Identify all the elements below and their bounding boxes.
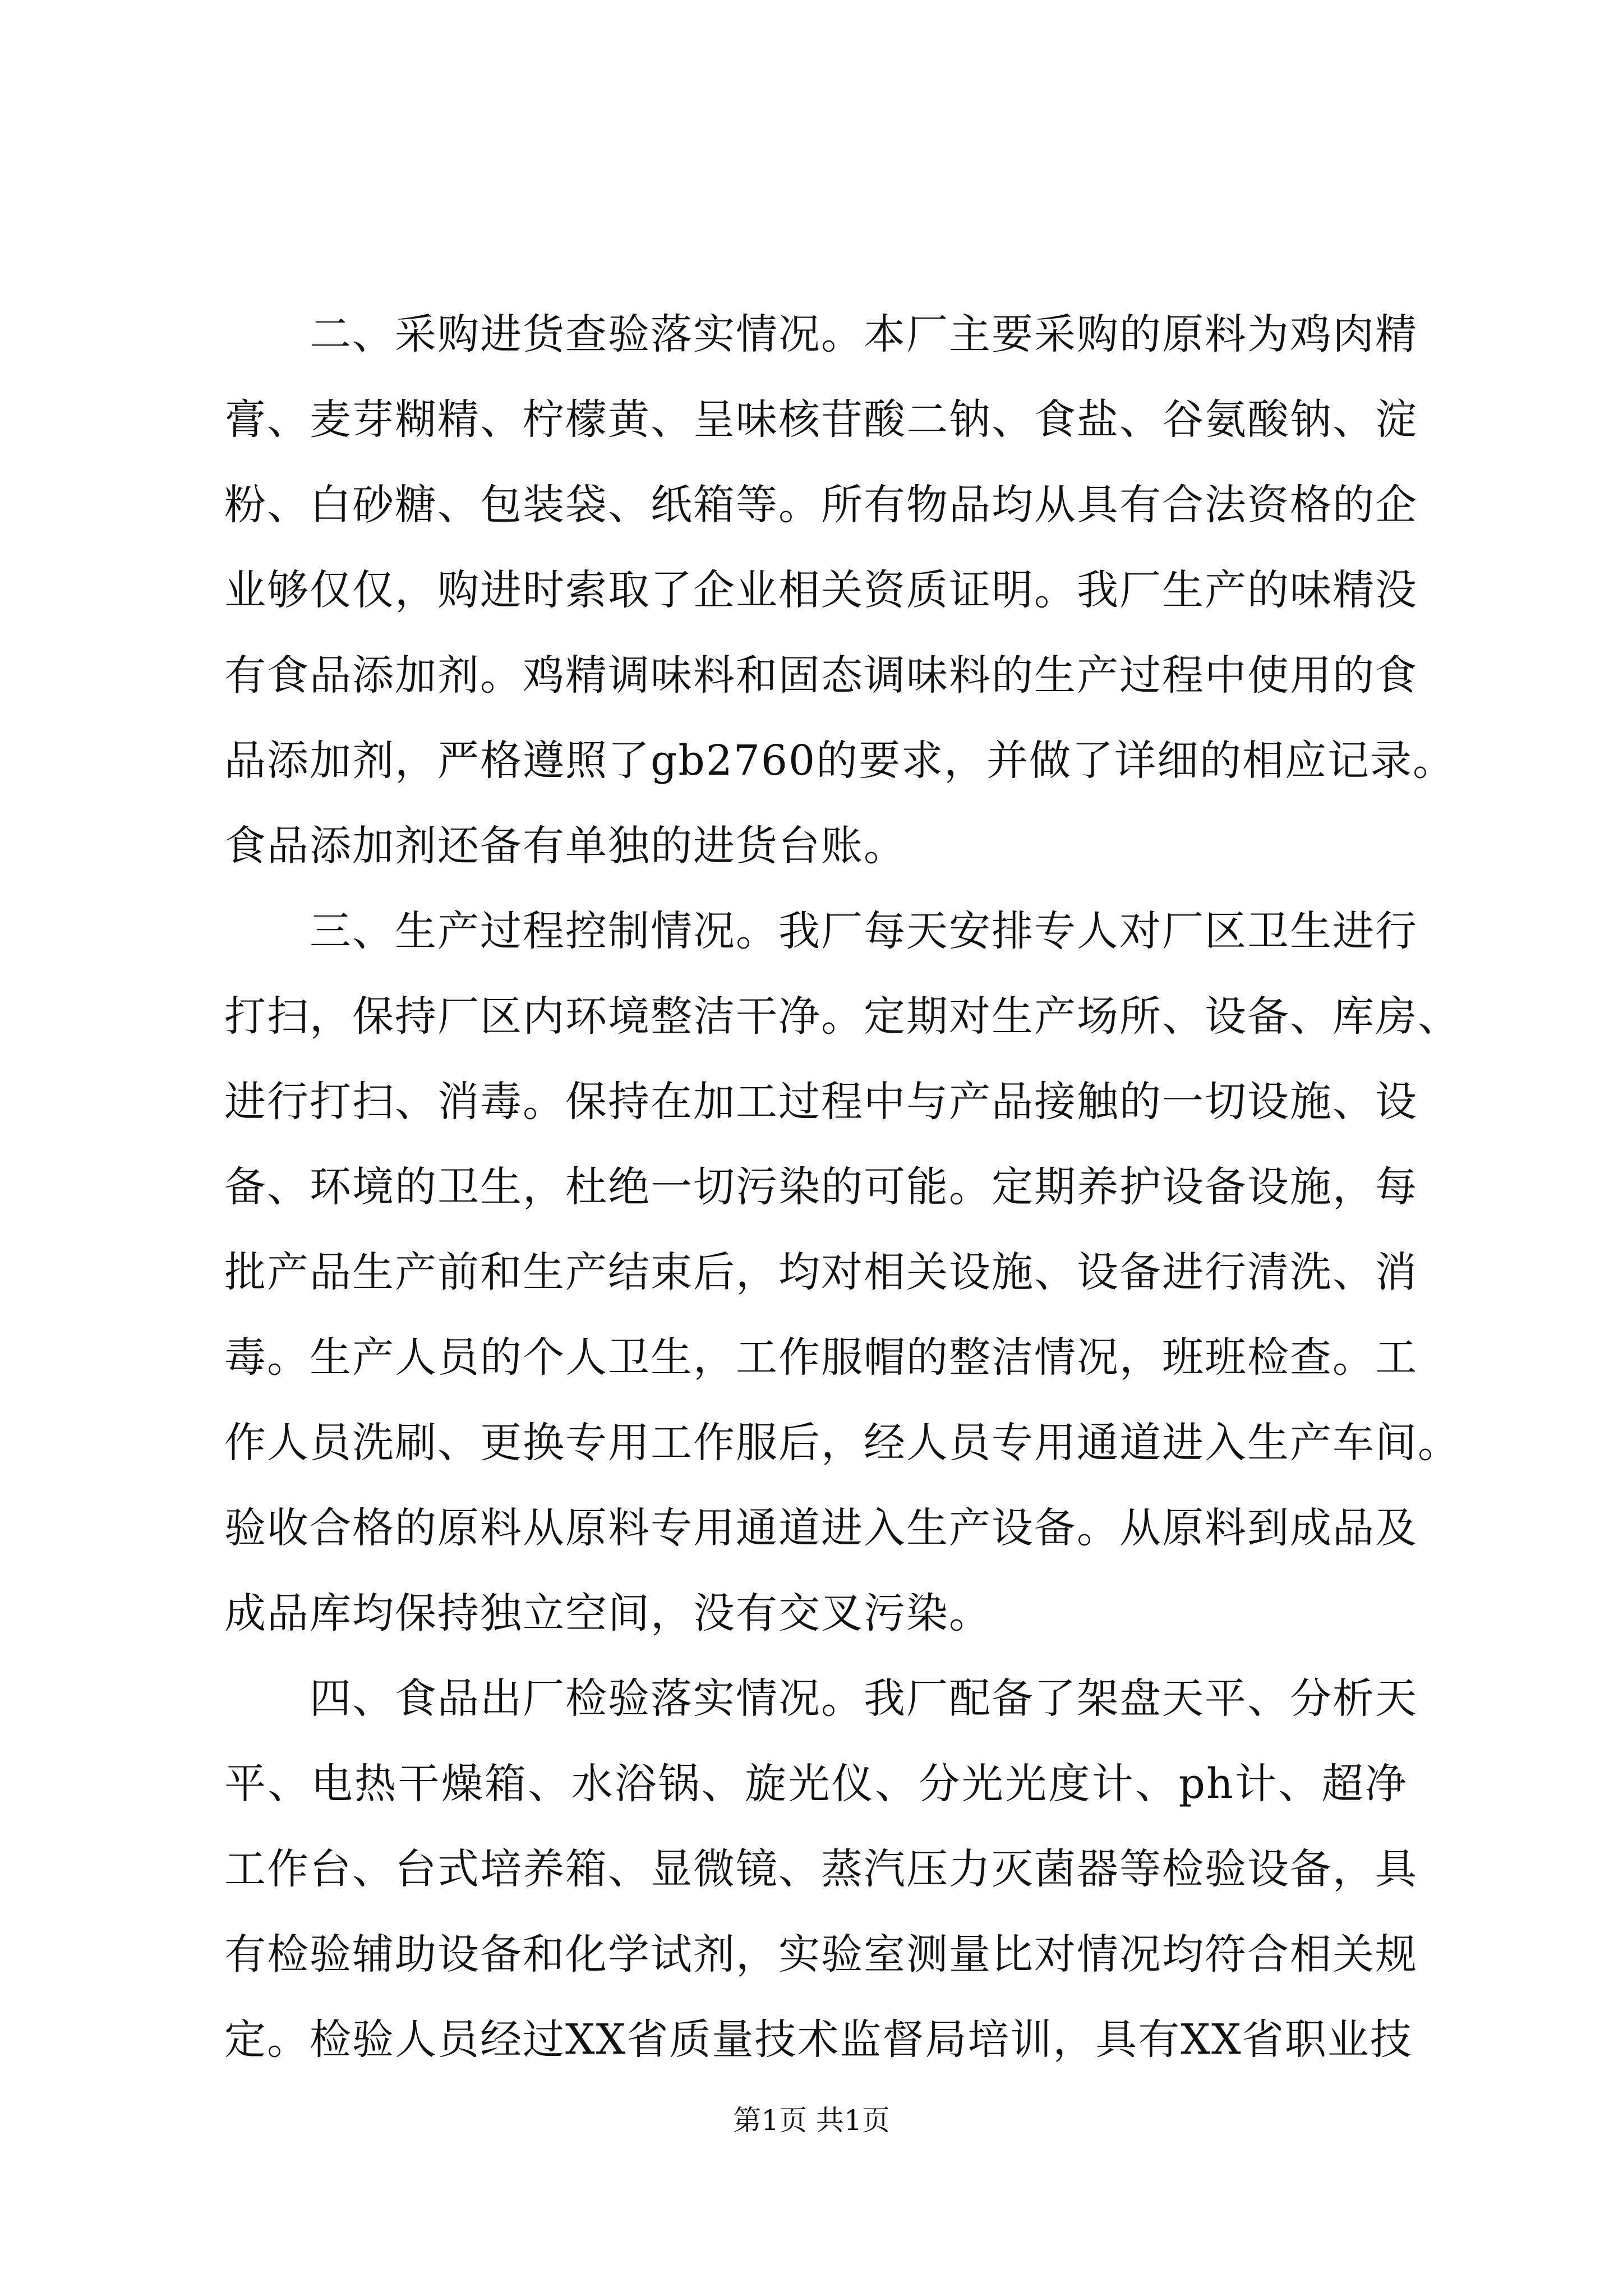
paragraph-line: 品添加剂，严格遵照了gb2760的要求，并做了详细的相应记录。 [224,737,1456,785]
paragraph-line: 定。检验人员经过XX省质量技术监督局培训，具有XX省职业技 [224,2016,1413,2064]
paragraph-line: 三、生产过程控制情况。我厂每天安排专人对厂区卫生进行 [310,907,1418,955]
page-number-footer: 第1页 共1页 [733,2104,890,2137]
paragraph-line: 二、采购进货查验落实情况。本厂主要采购的原料为鸡肉精 [310,310,1418,358]
paragraph-line: 进行打扫、消毒。保持在加工过程中与产品接触的一切设施、设 [224,1078,1418,1126]
paragraph-line: 食品添加剂还备有单独的进货台账。 [224,822,906,870]
paragraph-line: 作人员洗刷、更换专用工作服后，经人员专用通道进入生产车间。 [224,1419,1460,1467]
paragraph-line: 验收合格的原料从原料专用通道进入生产设备。从原料到成品及 [224,1504,1418,1552]
paragraph-line: 有食品添加剂。鸡精调味料和固态调味料的生产过程中使用的食 [224,651,1418,700]
paragraph-line: 业够仅仅，购进时索取了企业相关资质证明。我厂生产的味精没 [224,566,1418,614]
paragraph-line: 毒。生产人员的个人卫生，工作服帽的整洁情况，班班检查。工 [224,1333,1418,1382]
paragraph-line: 成品库均保持独立空间，没有交叉污染。 [224,1589,992,1637]
paragraph-line: 备、环境的卫生，杜绝一切污染的可能。定期养护设备设施，每 [224,1163,1418,1211]
paragraph-line: 有检验辅助设备和化学试剂，实验室测量比对情况均符合相关规 [224,1930,1418,1978]
paragraph-line: 膏、麦芽糊精、柠檬黄、呈味核苷酸二钠、食盐、谷氨酸钠、淀 [224,395,1418,444]
paragraph-line: 粉、白砂糖、包装袋、纸箱等。所有物品均从具有合法资格的企 [224,481,1418,529]
paragraph-line: 四、食品出厂检验落实情况。我厂配备了架盘天平、分析天 [310,1674,1418,1723]
paragraph-line: 打扫，保持厂区内环境整洁干净。定期对生产场所、设备、库房、 [224,992,1460,1041]
document-body [224,292,1460,2082]
paragraph-line: 工作台、台式培养箱、显微镜、蒸汽压力灭菌器等检验设备，具 [224,1845,1418,1893]
paragraph-line: 平、电热干燥箱、水浴锅、旋光仪、分光光度计、ph计、超净 [224,1760,1408,1808]
paragraph-line: 批产品生产前和生产结束后，均对相关设施、设备进行清洗、消 [224,1248,1418,1296]
